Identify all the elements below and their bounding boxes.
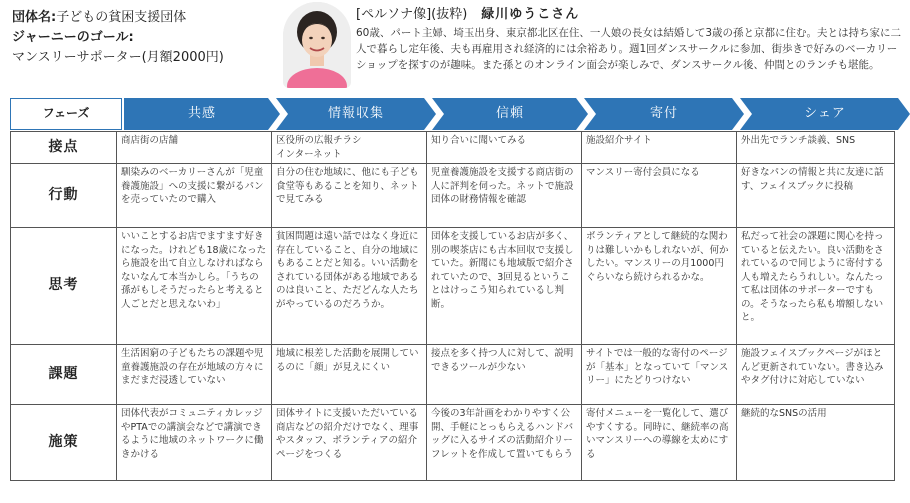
table-cell: 区役所の広報チラシ インターネット bbox=[272, 132, 427, 164]
table-cell: 地域に根差した活動を展開しているのに「顔」が見えにくい bbox=[272, 345, 427, 405]
phase-info-gathering-label: 情報収集 bbox=[327, 106, 384, 121]
persona-title bbox=[356, 6, 904, 24]
goal-value: マンスリーサポーター(月額2000円) bbox=[12, 50, 224, 65]
table-cell: 貧困問題は遠い話ではなく身近に存在していること、自分の地域にもあることだと知る。いい活動をされている団体がある地域であるのは良いこと、ただどんな人たちがやっているのだろうか。 bbox=[272, 228, 427, 345]
table-row bbox=[11, 405, 895, 481]
table-cell: 私だって社会の課題に関心を持っていると伝えたい。良い活動をされているので同じように寄付する人も増えたらうれしい。なんたって私は団体のサポーターですもの。そうなったら私も増額しないと。 bbox=[737, 228, 895, 345]
goal-line bbox=[12, 28, 274, 48]
table-cell: マンスリー寄付会員になる bbox=[582, 164, 737, 228]
phase-empathy bbox=[124, 98, 280, 130]
table-cell: ボランティアとして継続的な関わりは難しいかもしれないが、何かしたい。マンスリーの月1000円ぐらいなら続けられるかな。 bbox=[582, 228, 737, 345]
table-cell: 自分の住む地域に、他にも子ども食堂等もあることを知り、ネットで見てみる bbox=[272, 164, 427, 228]
persona-description: 60歳、パート主婦、埼玉出身、東京都北区在住、一人娘の長女は結婚して3歳の孫と京都に住む。夫とは持ち家に二人で暮らし定年後、夫も再雇用され経済的には余裕あり。週1回ダンスサークルに参加、街歩きで好みのベーカリーショップを探すのが趣味。また孫とのオンライン面会が楽しみで、ダンスサークル後、仲間とのランチも堪能。 bbox=[356, 27, 902, 71]
table-row bbox=[11, 132, 895, 164]
phase-info-gathering bbox=[276, 98, 436, 130]
table-cell: 今後の3年計画をわかりやすく公開、手軽にとっもらえるハンドバッグに入るサイズの活動紹介リーフレットを作成して置いてもらう bbox=[427, 405, 582, 481]
persona-name: 緑川ゆうこさん bbox=[481, 7, 580, 22]
table-cell: 団体代表がコミュニティカレッジやPTAでの講演会などで講演できるように地域のネットワークに働きかける bbox=[117, 405, 272, 481]
table-cell: サイトでは一般的な寄付のページが「基本」となっていて「マンスリー」にたどりつけない bbox=[582, 345, 737, 405]
org-line bbox=[12, 8, 274, 28]
table-cell: 寄付メニューを一覧化して、選びやすくする。同時に、継続率の高いマンスリーへの導線を太めにする bbox=[582, 405, 737, 481]
phase-bar bbox=[10, 98, 910, 130]
row-header-measure: 施策 bbox=[11, 405, 117, 481]
phase-empathy-label: 共感 bbox=[187, 106, 216, 121]
phase-trust bbox=[432, 98, 588, 130]
phase-trust-label: 信頼 bbox=[495, 106, 524, 121]
goal-label: ジャーニーのゴール: bbox=[12, 30, 134, 45]
org-value: 子どもの貧困支援団体 bbox=[56, 10, 187, 25]
row-header-issue: 課題 bbox=[11, 345, 117, 405]
journey-header bbox=[12, 8, 274, 68]
table-cell: いいことするお店でますます好きになった。けれども18歳になったら施設を出て自立しなければならないなんて本当かしら。「うちの孫がもしそうだったらと考えると人ごとだと思えないわ」 bbox=[117, 228, 272, 345]
row-header-touchpoint: 接点 bbox=[11, 132, 117, 164]
phase-donation-label: 寄付 bbox=[649, 106, 678, 121]
table-cell: 知り合いに聞いてみる bbox=[427, 132, 582, 164]
table-cell: 団体を支援しているお店が多く、別の喫茶店にも古本回収で支援していた。新聞にも地域版で紹介されていたので、3回見るということはけっこう知られているし判断。 bbox=[427, 228, 582, 345]
table-row bbox=[11, 345, 895, 405]
table-cell: 団体サイトに支援いただいている商店などの紹介だけでなく、理事やスタッフ、ボランティアの紹介ページをつくる bbox=[272, 405, 427, 481]
table-cell: 施設紹介サイト bbox=[582, 132, 737, 164]
phase-header-label: フェーズ bbox=[10, 98, 122, 130]
persona-photo bbox=[283, 2, 351, 88]
table-row bbox=[11, 164, 895, 228]
phase-donation bbox=[584, 98, 744, 130]
phase-share-label: シェア bbox=[804, 106, 846, 121]
org-label: 団体名: bbox=[12, 10, 57, 25]
persona-block bbox=[356, 6, 904, 73]
persona-portrait-icon bbox=[283, 2, 351, 88]
table-cell: 接点を多く持つ人に対して、説明できるツールが少ない bbox=[427, 345, 582, 405]
persona-label: [ペルソナ像](抜粋) bbox=[356, 7, 468, 22]
journey-map-table bbox=[10, 131, 895, 481]
table-cell: 外出先でランチ談義、SNS bbox=[737, 132, 895, 164]
table-cell: 児童養護施設を支援する商店街の人に評判を伺った。ネットで施設団体の財務情報を確認 bbox=[427, 164, 582, 228]
table-cell: 商店街の店舗 bbox=[117, 132, 272, 164]
table-cell: 継続的なSNSの活用 bbox=[737, 405, 895, 481]
table-cell: 馴染みのベーカリーさんが「児童養護施設」への支援に繋がるパンを売っていたので購入 bbox=[117, 164, 272, 228]
row-header-thought: 思考 bbox=[11, 228, 117, 345]
phase-share bbox=[740, 98, 910, 130]
table-cell: 生活困窮の子どもたちの課題や児童養護施設の存在が地域の方々にまだまだ浸透していない bbox=[117, 345, 272, 405]
table-row bbox=[11, 228, 895, 345]
table-cell: 好きなパンの情報と共に友達に話す、フェイスブックに投稿 bbox=[737, 164, 895, 228]
row-header-action: 行動 bbox=[11, 164, 117, 228]
table-cell: 施設フェイスブックページがほとんど更新されていない。書き込みやタグ付けに対応していない bbox=[737, 345, 895, 405]
